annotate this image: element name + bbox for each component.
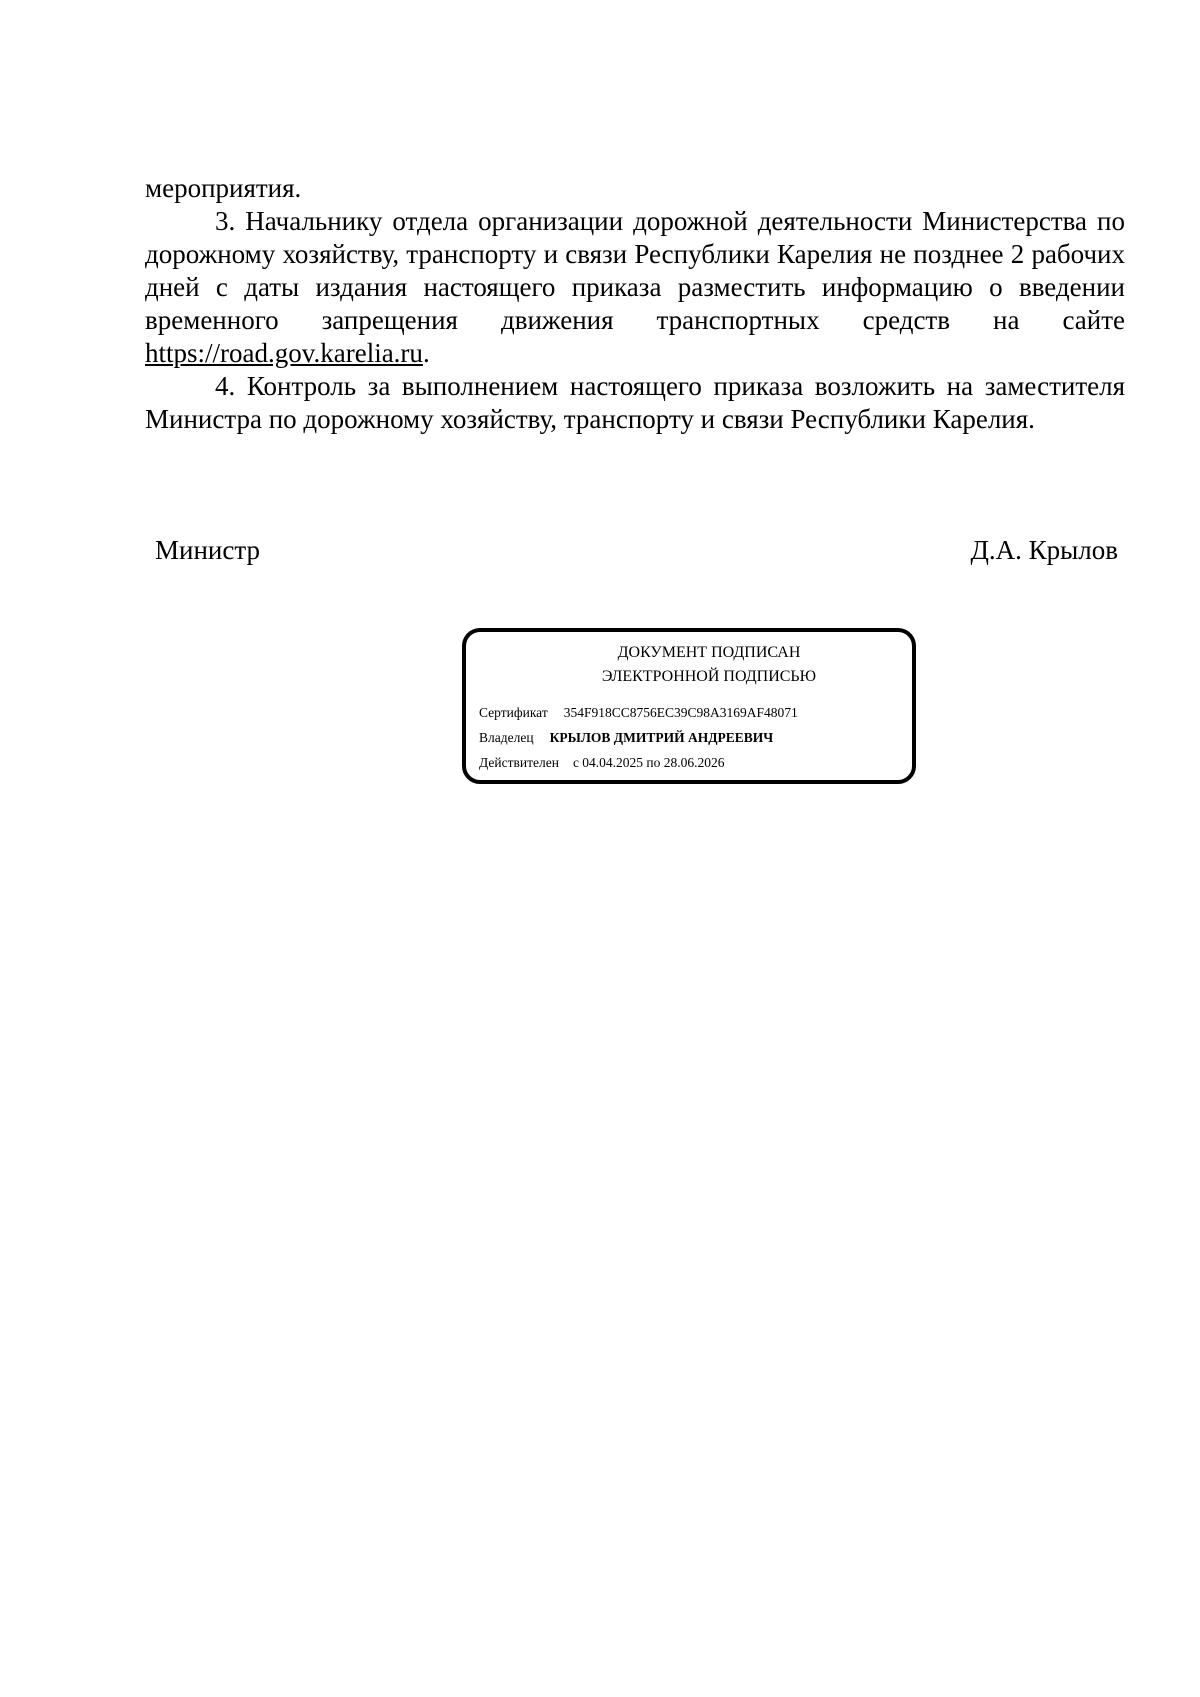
stamp-certificate-row [479,704,798,722]
signature-row [155,534,1118,567]
stamp-owner-row [479,729,773,747]
electronic-signature-stamp [462,628,916,784]
owner-label: Владелец [479,730,534,745]
paragraph-item-3 [145,205,1125,370]
stamp-title-line2: ЭЛЕКТРОННОЙ ПОДПИСЬЮ [601,668,817,685]
owner-value: КРЫЛОВ ДМИТРИЙ АНДРЕЕВИЧ [549,730,774,745]
certificate-value: 354F918CC8756EC39C98A3169AF48071 [563,705,798,720]
signatory-position: Министр [155,535,260,565]
stamp-title-line1: ДОКУМЕНТ ПОДПИСАН [617,644,801,661]
certificate-label: Сертификат [479,705,548,720]
signatory-name: Д.А. Крылов [970,535,1118,565]
document-body [145,172,1125,436]
paragraph-item-4: 4. Контроль за выполнением настоящего приказа возложить на заместителя Министра по дорожному хозяйству, транспорту и связи Республики Карелия. [145,371,1125,434]
valid-value: с 04.04.2025 по 28.06.2026 [572,755,725,770]
paragraph-continuation: мероприятия. [145,173,302,203]
paragraph-item-3-text: 3. Начальнику отдела организации дорожной деятельности Министерства по дорожному хозяйству, транспорту и связи Республики Карелия не позднее 2 рабочих дней с даты издания настоящего приказа разместить информацию о введении временного запрещения движения транспортных средств на сайте [145,206,1125,335]
valid-label: Действителен [479,755,559,770]
stamp-validity-row [479,754,725,772]
website-link[interactable]: https://road.gov.karelia.ru [145,338,423,368]
paragraph-item-3-end: . [422,338,430,368]
